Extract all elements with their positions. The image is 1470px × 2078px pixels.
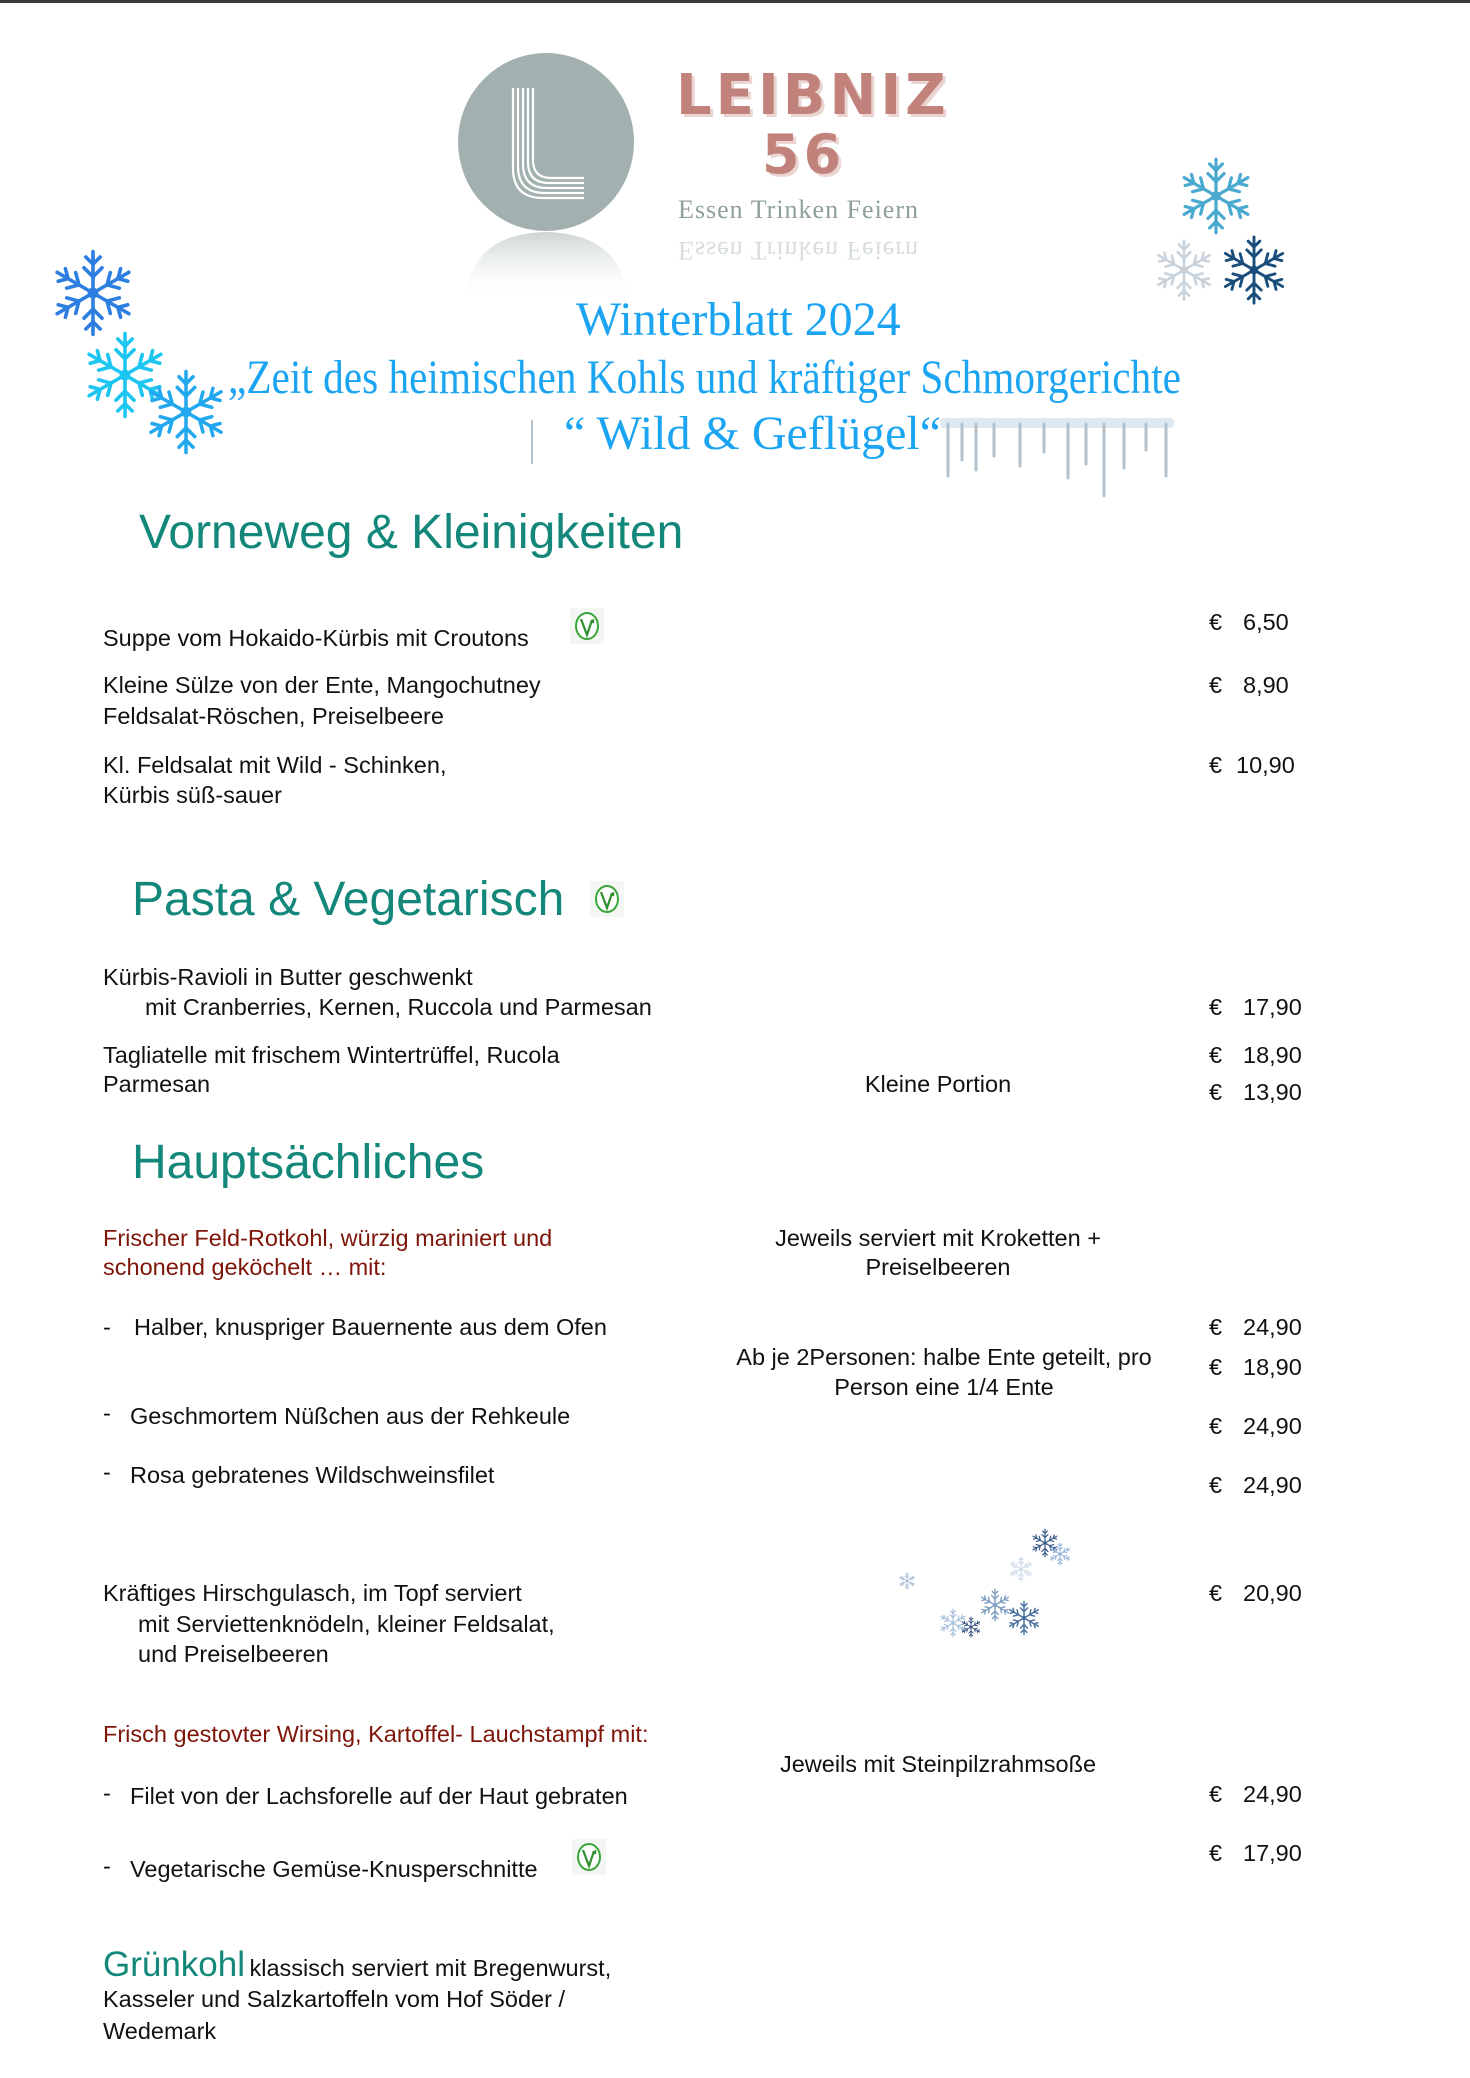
menu-item-name: Kräftiges Hirschgulasch, im Topf serviert xyxy=(103,1580,522,1606)
menu-item-price: 24,90 xyxy=(1243,1314,1302,1340)
page-title: Winterblatt 2024 xyxy=(576,293,901,346)
menu-item-name: Halber, knuspriger Bauernente aus dem Ofen xyxy=(134,1314,607,1340)
icicle-icon xyxy=(526,418,538,468)
dash: - xyxy=(103,1853,111,1879)
vegetarian-icon xyxy=(590,881,624,917)
logo-tagline-reflection: Essen Trinken Feiern xyxy=(678,236,919,265)
top-border xyxy=(0,0,1470,3)
currency-symbol: € xyxy=(1209,1580,1223,1606)
currency-symbol: € xyxy=(1209,1079,1223,1105)
menu-item-price: 24,90 xyxy=(1243,1781,1302,1807)
menu-item-name: Suppe vom Hokaido-Kürbis mit Croutons xyxy=(103,625,529,651)
page-subtitle-wild: “ Wild & Geflügel“ xyxy=(564,407,942,460)
section-heading-haupt: Hauptsächliches xyxy=(132,1136,485,1189)
currency-symbol: € xyxy=(1209,1042,1223,1068)
currency-symbol: € xyxy=(1209,1472,1223,1498)
gruenkohl-heading: Grünkohl xyxy=(103,1945,246,1984)
menu-item-price: 18,90 xyxy=(1243,1042,1302,1068)
menu-item-name: Geschmortem Nüßchen aus der Rehkeule xyxy=(130,1403,571,1429)
gruenkohl-text: Wedemark xyxy=(103,2018,217,2044)
menu-item-description: Kürbis süß-sauer xyxy=(103,782,282,808)
menu-item-name: Kürbis-Ravioli in Butter geschwenkt xyxy=(103,964,473,990)
menu-item-description: Parmesan xyxy=(103,1071,211,1097)
duck-note: Ab je 2Personen: halbe Ente geteilt, pro xyxy=(736,1344,1152,1370)
currency-symbol: € xyxy=(1209,672,1223,698)
duck-note-price: 18,90 xyxy=(1243,1354,1302,1380)
menu-item-name: Vegetarische Gemüse-Knusperschnitte xyxy=(130,1856,538,1882)
menu-item-description: Feldsalat-Röschen, Preiselbeere xyxy=(103,703,444,729)
icicles-icon xyxy=(940,416,1176,500)
menu-item-description: mit Cranberries, Kernen, Ruccola und Parmesan xyxy=(145,994,652,1020)
group-title: Frisch gestovter Wirsing, Kartoffel- Lauchstampf mit: xyxy=(103,1721,649,1747)
menu-item-price: 6,50 xyxy=(1243,609,1289,635)
vegetarian-icon xyxy=(570,608,604,644)
currency-symbol: € xyxy=(1209,1354,1223,1380)
dash: - xyxy=(103,1780,111,1806)
section-heading-vorneweg: Vorneweg & Kleinigkeiten xyxy=(139,506,684,559)
currency-symbol: € xyxy=(1209,609,1223,635)
snowflake-icon xyxy=(1176,156,1256,236)
menu-item-price: 17,90 xyxy=(1243,994,1302,1020)
currency-symbol: € xyxy=(1209,1413,1223,1439)
menu-item-description: mit Serviettenknödeln, kleiner Feldsalat, xyxy=(138,1611,555,1637)
dash: - xyxy=(103,1314,111,1340)
menu-item-price: 24,90 xyxy=(1243,1472,1302,1498)
menu-item-price: 8,90 xyxy=(1243,672,1289,698)
dash: - xyxy=(103,1400,111,1426)
menu-item-name: Rosa gebratenes Wildschweinsfilet xyxy=(130,1462,495,1488)
currency-symbol: € xyxy=(1209,1840,1223,1866)
side-note: Jeweils serviert mit Kroketten + xyxy=(775,1225,1101,1251)
currency-symbol: € xyxy=(1209,1314,1223,1340)
duck-note: Person eine 1/4 Ente xyxy=(834,1374,1054,1400)
gruenkohl-text: Kasseler und Salzkartoffeln vom Hof Söder / xyxy=(103,1986,565,2012)
snowflake-icon xyxy=(142,368,230,456)
menu-item-name: Tagliatelle mit frischem Wintertrüffel, Rucola xyxy=(103,1042,560,1068)
menu-item-price: 24,90 xyxy=(1243,1413,1302,1439)
vegetarian-icon xyxy=(572,1839,606,1875)
page-subtitle: „Zeit des heimischen Kohls und kräftiger Schmorgerichte xyxy=(228,351,1181,404)
snowflake-icon xyxy=(48,248,138,338)
logo-number: 56 xyxy=(762,123,846,186)
menu-item-name: Kleine Sülze von der Ente, Mangochutney xyxy=(103,672,541,698)
logo-circle-icon xyxy=(450,50,650,310)
menu-item-price: 17,90 xyxy=(1243,1840,1302,1866)
menu-item-name: Kl. Feldsalat mit Wild - Schinken, xyxy=(103,752,447,778)
small-portion-price: 13,90 xyxy=(1243,1079,1302,1105)
dash: - xyxy=(103,1459,111,1485)
snowflake-icon xyxy=(1218,234,1290,306)
logo-tagline: Essen Trinken Feiern xyxy=(678,195,919,224)
menu-item-price: 10,90 xyxy=(1236,752,1295,778)
currency-symbol: € xyxy=(1209,1781,1223,1807)
group-title: schonend geköchelt … mit: xyxy=(103,1254,387,1280)
menu-item-description: und Preiselbeeren xyxy=(138,1641,329,1667)
side-note: Jeweils mit Steinpilzrahmsoße xyxy=(779,1751,1097,1777)
section-heading-pasta: Pasta & Vegetarisch xyxy=(132,873,565,926)
snowflake-icon xyxy=(1152,238,1216,302)
side-note: Preiselbeeren xyxy=(865,1254,1011,1280)
gruenkohl-text: klassisch serviert mit Bregenwurst, xyxy=(249,1955,612,1981)
menu-item-name: Filet von der Lachsforelle auf der Haut gebraten xyxy=(130,1783,628,1809)
currency-symbol: € xyxy=(1209,752,1223,778)
group-title: Frischer Feld-Rotkohl, würzig mariniert und xyxy=(103,1225,553,1251)
menu-item-price: 20,90 xyxy=(1243,1580,1302,1606)
currency-symbol: € xyxy=(1209,994,1223,1020)
snowflakes-decoration-icon xyxy=(898,1528,1094,1642)
small-portion-label: Kleine Portion xyxy=(864,1071,1012,1097)
logo-name: LEIBNIZ xyxy=(676,63,950,128)
